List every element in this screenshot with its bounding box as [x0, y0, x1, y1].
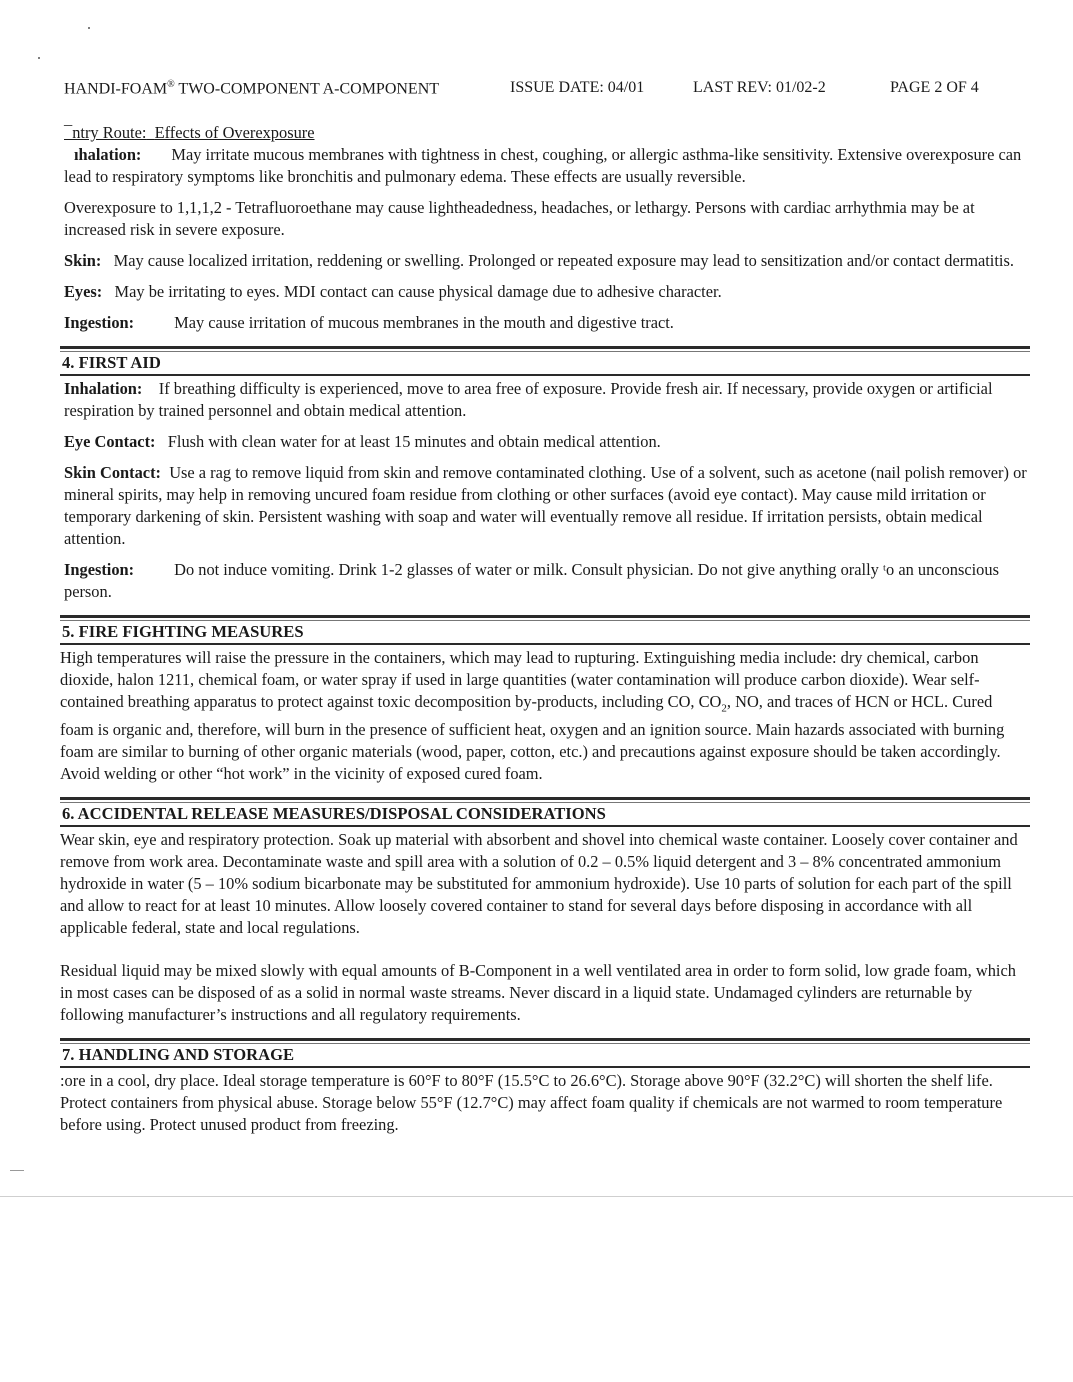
first-aid-ingestion: Ingestion: Do not induce vomiting. Drink 1-2 glasses of water or milk. Consult physician. Do not give anything orally ᵗo an unconscious person.	[64, 560, 999, 601]
issue-date: ISSUE DATE: 04/01	[510, 79, 645, 96]
skin-effects: Skin: May cause localized irritation, reddening or swelling. Prolonged or repeated exposure may lead to sensitization and/or contact dermatitis.	[64, 251, 1014, 270]
section-title: 7. HANDLING AND STORAGE	[62, 1045, 295, 1065]
first-aid-inhalation: Inhalation: If breathing difficulty is experienced, move to area free of exposure. Provide fresh air. If necessary, provide oxygen or artificial respiration by trained personnel and obtain medical attention.	[64, 379, 993, 420]
first-aid-skin-contact: Skin Contact: Use a rag to remove liquid from skin and remove contaminated clothing. Use of a solvent, such as acetone (nail polish remover) or mineral spirits, may help in removing uncured foam residue from clothing or other surfaces (avoid eye contact). May cause mild irritation or temporary darkening of skin. Persistent washing with soap and water will eventually remove all residue. If irritation persists, obtain medical attention.	[64, 463, 1027, 548]
scan-speck	[38, 57, 40, 59]
section-title: 6. ACCIDENTAL RELEASE MEASURES/DISPOSAL CONSIDERATIONS	[62, 804, 606, 824]
release-measures-text: Wear skin, eye and respiratory protection. Soak up material with absorbent and shovel into chemical waste container. Loosely cover container and remove from work area. Decontaminate waste and spill area with a solution of 0.2 – 0.5% liquid detergent and 3 – 8% concentrated ammonium hydroxide in water (5 – 10% sodium bicarbonate may be substituted for ammonium hydroxide). Use 10 parts of solution for each part of the spill and allow to react for at least 10 minutes. Allow loosely covered container to stand for several days before disposing in accordance with all applicable federal, state and local regulations.	[60, 830, 1018, 938]
section-title: 5. FIRE FIGHTING MEASURES	[62, 622, 304, 641]
section-rule	[60, 797, 1030, 800]
first-aid-eye-contact: Eye Contact: Flush with clean water for at least 15 minutes and obtain medical attention.	[64, 432, 661, 451]
eye-effects: Eyes: May be irritating to eyes. MDI contact can cause physical damage due to adhesive character.	[64, 282, 722, 301]
document-body	[60, 122, 1030, 1145]
tetrafluoroethane-effects: Overexposure to 1,1,1,2 - Tetrafluoroethane may cause lightheadedness, headaches, or lethargy. Persons with cardiac arrhythmia may be at increased risk in severe exposure.	[64, 198, 975, 239]
section-rule	[60, 615, 1030, 618]
scan-edge-line	[0, 1196, 1073, 1197]
section-title-underline	[60, 643, 1030, 645]
entry-route-heading: ¯ntry Route: Effects of Overexposure	[64, 123, 315, 142]
product-title: HANDI-FOAM® TWO-COMPONENT A-COMPONENT	[64, 79, 440, 98]
section-title-underline	[60, 1066, 1030, 1068]
section-title: 4. FIRST AID	[62, 353, 161, 372]
scan-margin-mark	[10, 1170, 24, 1171]
ingestion-effects: Ingestion: May cause irritation of mucous membranes in the mouth and digestive tract.	[64, 313, 674, 332]
section-rule	[60, 346, 1030, 349]
section-accidental-release	[60, 797, 1030, 1026]
scan-speck	[88, 27, 90, 29]
section-title-underline	[60, 825, 1030, 827]
section-title-underline	[60, 374, 1030, 376]
health-hazards-continued	[60, 122, 1030, 334]
fire-fighting-text: High temperatures will raise the pressure in the containers, which may lead to rupturing. Extinguishing media include: dry chemical, carbon dioxide, halon 1211, chemical foam, or water spray if used in large quantities (water contamination will produce carbon dioxide). Wear self-contained breathing apparatus to protect against toxic decomposition by-products, including CO, $CO_2$, NO, and traces of HCN or HCL. Cured foam is organic and, therefore, will burn in the presence of sufficient heat, oxygen and an ignition source. Main hazards associated with burning foam are similar to burning of other organic materials (wood, paper, cotton, etc.) and precautions against exposure should be taken accordingly. Avoid welding or other “hot work” in the vicinity of exposed cured foam.	[60, 648, 1005, 784]
section-handling-storage	[60, 1038, 1030, 1136]
section-fire-fighting	[60, 615, 1030, 785]
last-revision: LAST REV: 01/02-2	[693, 79, 826, 96]
inhalation-effects: ıhalation: May irritate mucous membranes with tightness in chest, coughing, or allergic asthma-like sensitivity. Extensive overexposure can lead to respiratory symptoms like bronchitis and pulmonary edema. These effects are usually reversible.	[64, 145, 1022, 186]
page-header	[64, 79, 1004, 101]
section-first-aid	[60, 346, 1030, 603]
storage-text: :ore in a cool, dry place. Ideal storage temperature is 60°F to 80°F (15.5°C to 26.6°C). Storage above 90°F (32.2°C) will shorten the shelf life. Protect containers from physical abuse. Storage below 55°F (12.7°C) may affect foam quality if chemicals are not warmed to room temperature before using. Protect unused product from freezing.	[60, 1071, 1003, 1135]
page-number: PAGE 2 OF 4	[890, 79, 979, 96]
section-rule	[60, 1038, 1030, 1041]
disposal-text: Residual liquid may be mixed slowly with equal amounts of B-Component in a well ventilated area in order to form solid, low grade foam, which in most cases can be disposed of as a solid in normal waste streams. Never discard in a liquid state. Undamaged cylinders are returnable by following manufacturer’s instructions and all regulatory requirements.	[60, 961, 1016, 1025]
